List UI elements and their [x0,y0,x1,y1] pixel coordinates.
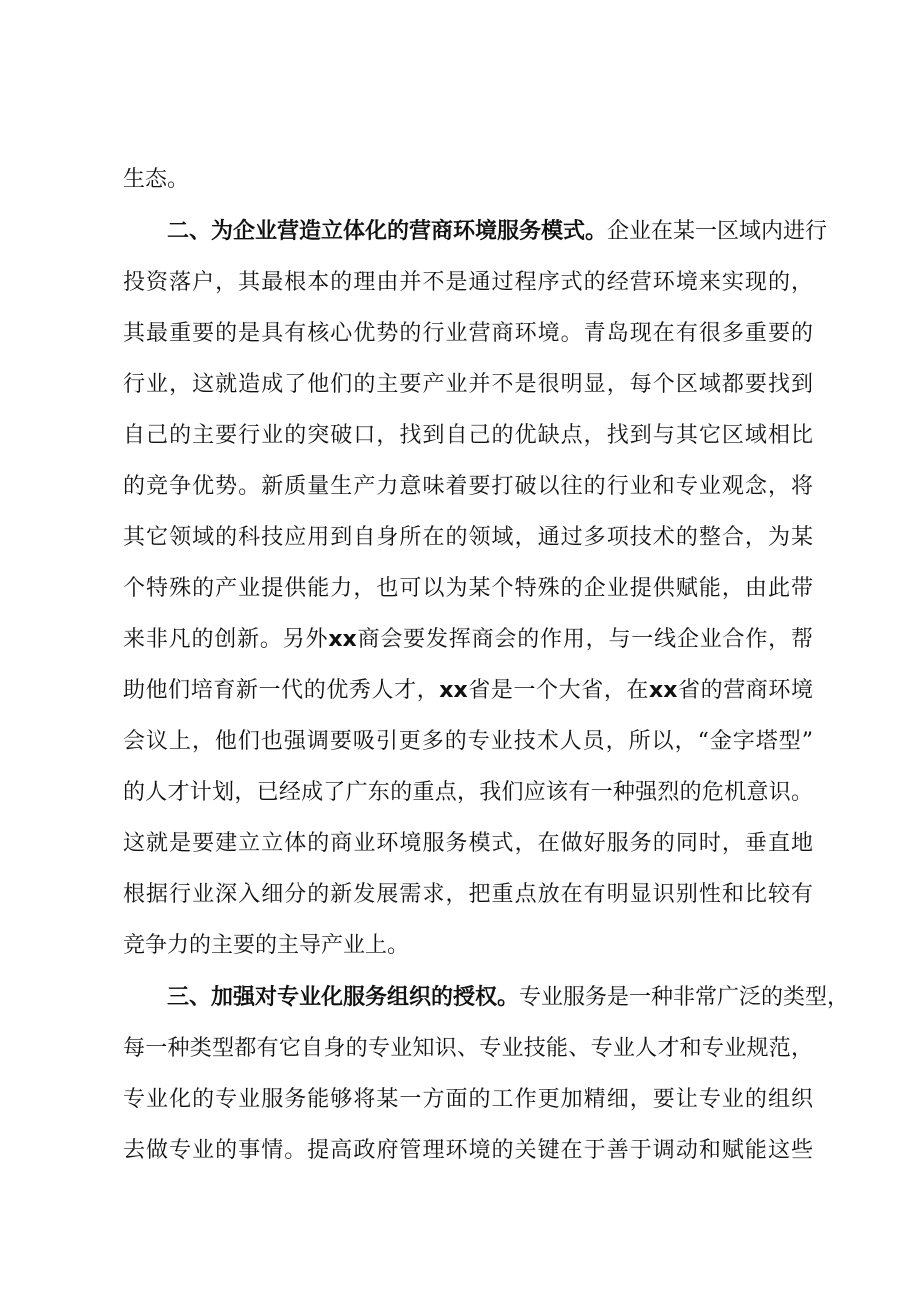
placeholder-xx: xx [328,627,357,652]
section-three-heading: 三、加强对专业化服务组织的授权。 [167,985,520,1010]
text-line: 其最重要的是具有核心优势的行业营商环境。青岛现在有很多重要的 [123,321,813,346]
text-line: 每一种类型都有它自身的专业知识、专业技能、专业人才和专业规范， [123,1036,813,1061]
text-line: 竞争力的主要的主导产业上。 [123,933,410,958]
text-line: 的人才计划，已经成了广东的重点，我们应该有一种强烈的危机意识。 [123,780,813,805]
text-line: 会议上，他们也强调要吸引更多的专业技术人员，所以，“金字塔型” [123,729,813,754]
section-two-first-line [167,214,828,250]
placeholder-xx: xx [439,678,468,703]
text-line: 其它领域的科技应用到自身所在的领域，通过多项技术的整合，为某 [123,525,813,550]
text-run: 专业服务是一种非常广泛的类型， [519,985,850,1010]
text-line: 去做专业的事情。提高政府管理环境的关键在于善于调动和赋能这些 [123,1138,813,1163]
section-three-first-line [167,980,850,1016]
section-two-heading: 二、为企业营造立体化的营商环境服务模式。 [167,219,608,244]
text-line: 行业，这就造成了他们的主要产业并不是很明显，每个区域都要找到 [123,372,813,397]
text-run: 来非凡的创新。另外 [123,627,329,652]
text-line: 投资落户，其最根本的理由并不是通过程序式的经营环境来实现的， [123,270,813,295]
text-run: 商会要发挥商会的作用，与一线企业合作，帮 [356,627,813,652]
text-run: 助他们培育新一代的优秀人才， [123,678,440,703]
text-line: 自己的主要行业的突破口，找到自己的优缺点，找到与其它区域相比 [123,423,813,448]
text-run: 省的营商环境 [677,678,813,703]
text-line: 的竞争优势。新质量生产力意味着要打破以往的行业和专业观念，将 [123,474,813,499]
text-line: 生态。 [123,167,190,192]
text-line: 根据行业深入细分的新发展需求，把重点放在有明显识别性和比较有 [123,882,813,907]
text-line: 这就是要建立立体的商业环境服务模式，在做好服务的同时，垂直地 [123,831,813,856]
text-line [123,622,813,658]
text-line [123,673,813,709]
placeholder-xx: xx [649,678,678,703]
text-run: 企业在某一区域内进行 [607,219,828,244]
text-run: 省是一个大省，在 [467,678,650,703]
text-line: 个特殊的产业提供能力，也可以为某个特殊的企业提供赋能，由此带 [123,576,813,601]
text-line: 专业化的专业服务能够将某一方面的工作更加精细，要让专业的组织 [123,1087,813,1112]
